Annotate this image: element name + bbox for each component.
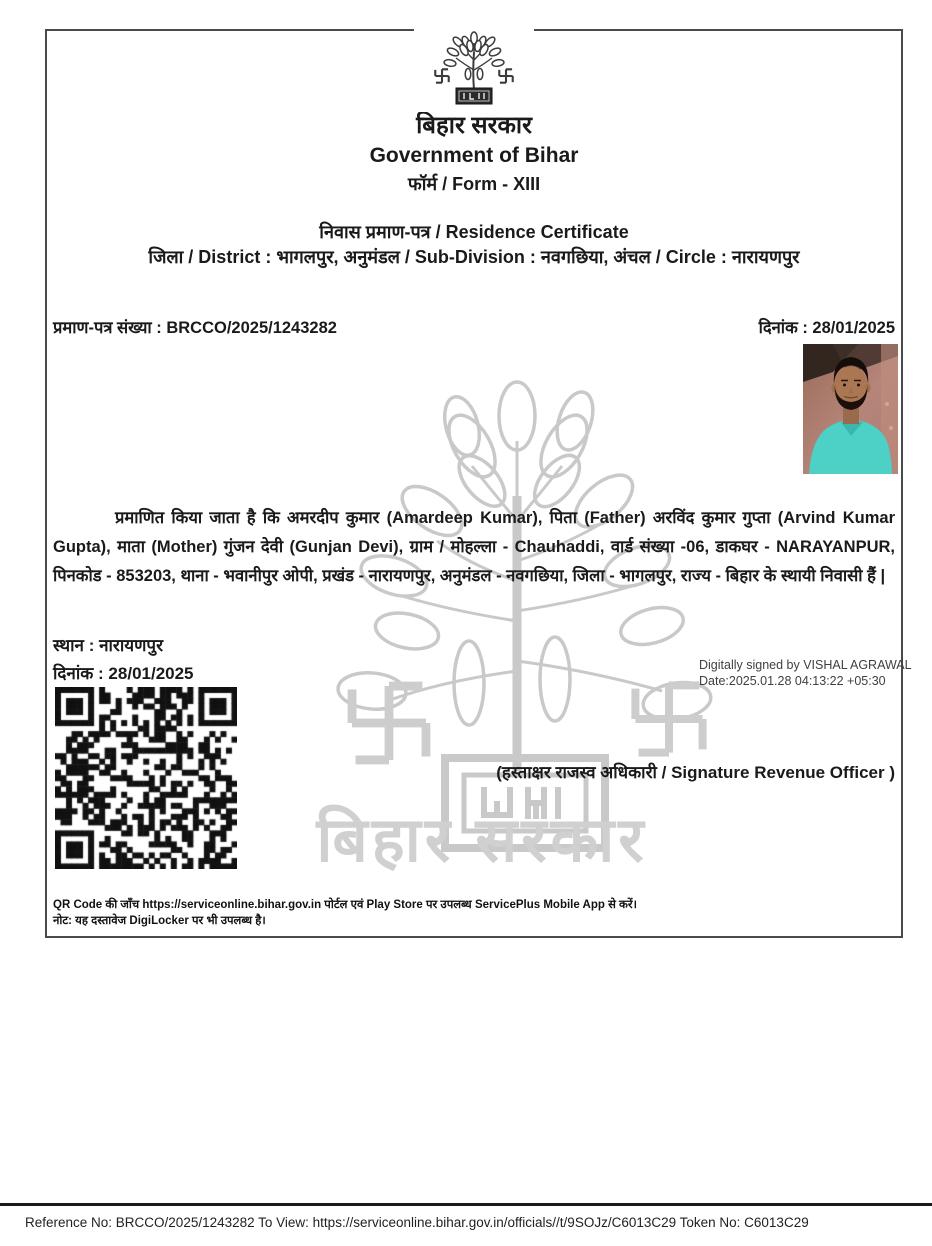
issue-date: दिनांक : 28/01/2025 [53,664,194,683]
signature-officer-label: (हस्ताक्षर राजस्व अधिकारी / Signature Revenue Officer ) [496,763,895,782]
footer-divider [0,1203,932,1206]
digilocker-note: नोट: यह दस्तावेज DigiLocker पर भी उपलब्ध है। [53,915,266,927]
digital-signature-block [699,657,929,689]
digital-signature-line2: Date:2025.01.28 04:13:22 +05:30 [699,674,886,688]
certificate-date: दिनांक : 28/01/2025 [758,319,895,337]
qr-code [55,687,237,869]
certificate-meta-row [53,315,895,338]
certificate-content [47,31,912,936]
certificate-number: प्रमाण-पत्र संख्या : BRCCO/2025/1243282 [53,319,337,337]
certificate-border-box [45,29,912,938]
org-name-hindi: बिहार सरकार [416,112,532,139]
certificate-body-paragraph: प्रमाणित किया जाता है कि अमरदीप कुमार (Amardeep Kumar), पिता (Father) अरविंद कुमार गुप्ता (Arvind Kumar Gupta), माता (Mother) गुंजन देवी (Gunjan Devi), ग्राम / मोहल्ला - Chauhaddi, वार्ड संख्या -06, डाकघर - NARAYANPUR, पिनकोड - 853203, थाना - भवानीपुर ओपी, प्रखंड - नारायणपुर, अनुमंडल - नवगछिया, जिला - भागलपुर, राज्य - बिहार के स्थायी निवासी हैं | [53,509,895,585]
bihar-emblem-logo [414,28,534,112]
form-number: फॉर्म / Form - XIII [407,174,541,194]
org-name-english: Government of Bihar [369,144,579,167]
certificate-header [47,31,901,269]
reference-line: Reference No: BRCCO/2025/1243282 To View: https://serviceonline.bihar.gov.in/officials//t/9SOJz/C6013C29 Token No: C6013C29 [25,1215,809,1230]
applicant-photo [803,344,898,474]
district-subdivision-circle: जिला / District : भागलपुर, अनुमंडल / Sub-Division : नवगछिया, अंचल / Circle : नारायणपुर [148,247,800,267]
digital-signature-line1: Digitally signed by VISHAL AGRAWAL [699,658,912,672]
bihar-emblem-tree-icon [426,30,522,110]
watermark-text: बिहार सरकार [316,806,648,875]
issue-place-date [53,632,194,688]
footer-notes [53,897,637,929]
certificate-title: निवास प्रमाण-पत्र / Residence Certificate [319,222,629,242]
issue-place: स्थान : नारायणपुर [53,636,164,655]
qr-verification-note: QR Code की जाँच https://serviceonline.bihar.gov.in पोर्टल एवं Play Store पर उपलब्ध ServicePlus Mobile App से करें। [53,899,637,911]
